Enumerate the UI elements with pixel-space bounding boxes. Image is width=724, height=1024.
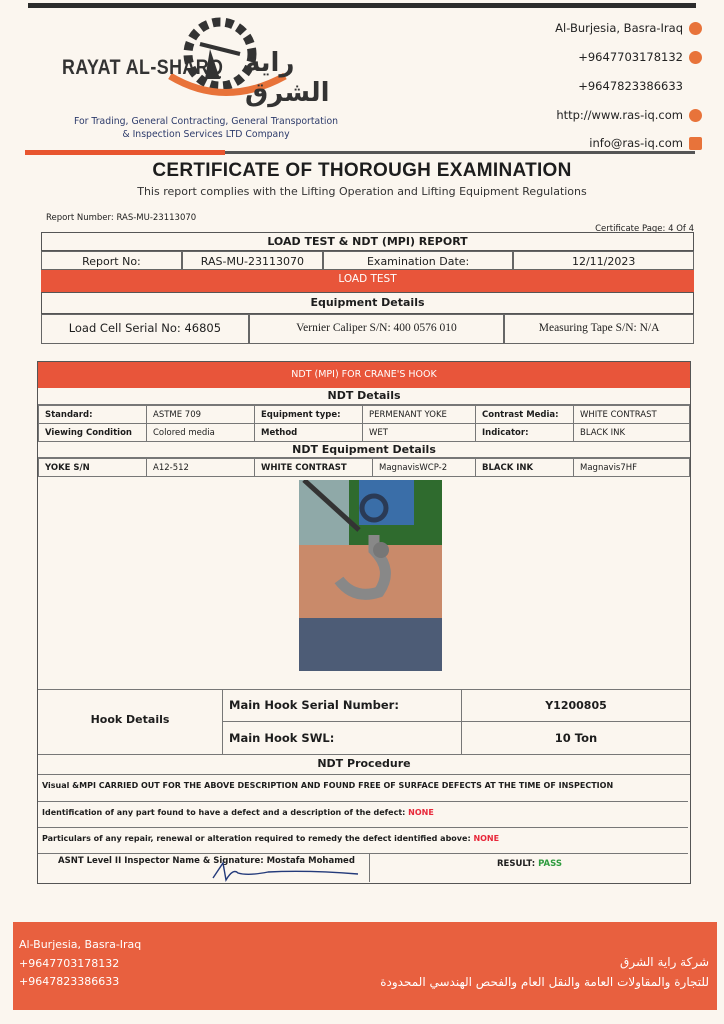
ndt-procedure-heading: NDT Procedure: [38, 754, 690, 775]
hook-serial-label: Main Hook Serial Number:: [223, 690, 462, 722]
top-border: [28, 3, 696, 8]
company-logo: [60, 14, 360, 114]
defect-identification-value: NONE: [408, 808, 434, 817]
phone1-text: +9647703178132: [578, 50, 683, 64]
signature-divider: [369, 854, 370, 882]
phone2-text: +9647823386633: [578, 79, 683, 93]
result-label: RESULT:: [497, 859, 536, 869]
company-desc-line2: & Inspection Services LTD Company: [122, 129, 290, 140]
footer-address: Al-Burjesia, Basra-Iraq: [19, 938, 142, 951]
hook-details-block: [38, 689, 690, 755]
ndt-details-table: [38, 405, 690, 442]
repair-particulars-value: NONE: [473, 834, 500, 843]
equipment-type-value: PERMENANT YOKE: [363, 406, 476, 424]
ndt-details-heading: NDT Details: [38, 388, 690, 405]
hook-serial-value: Y1200805: [462, 690, 690, 722]
indicator-label: Indicator:: [476, 424, 574, 442]
ndt-equipment-heading: NDT Equipment Details: [38, 442, 690, 458]
load-cell-serial: Load Cell Serial No: 46805: [41, 314, 249, 344]
measuring-tape-serial: Measuring Tape S/N: N/A: [504, 314, 694, 344]
load-test-bar: LOAD TEST: [41, 270, 694, 292]
viewing-condition-label: Viewing Condition: [39, 424, 147, 442]
signature-icon: [208, 858, 368, 884]
footer-phone2: +9647823386633: [19, 975, 120, 988]
hook-swl-label: Main Hook SWL:: [223, 722, 462, 754]
white-contrast-value: MagnavisWCP-2: [373, 459, 476, 477]
report-no-label: Report No:: [41, 251, 182, 270]
method-value: WET: [363, 424, 476, 442]
method-label: Method: [255, 424, 363, 442]
vernier-caliper-serial: Vernier Caliper S/N: 400 0576 010: [249, 314, 504, 344]
equipment-details-row: [41, 314, 694, 344]
table-row: [39, 459, 690, 477]
footer-arabic-line1: شركة راية الشرق: [620, 955, 709, 969]
website-link[interactable]: http://www.ras-iq.com: [556, 108, 683, 122]
equipment-type-label: Equipment type:: [255, 406, 363, 424]
logo-text-ar: راية الشرق: [245, 48, 330, 108]
contact-address: [555, 21, 702, 35]
result-value: PASS: [538, 859, 562, 869]
equipment-details-heading: Equipment Details: [41, 292, 694, 314]
footer-phone1: +9647703178132: [19, 956, 120, 970]
mail-icon: [689, 137, 702, 150]
procedure-line2: [38, 802, 688, 828]
email-link[interactable]: info@ras-iq.com: [589, 136, 683, 150]
hook-details-label: Hook Details: [38, 690, 223, 754]
procedure-line1: Visual &MPI CARRIED OUT FOR THE ABOVE DESCRIPTION AND FOUND FREE OF SURFACE DEFECTS AT THE TIME OF INSPECTION: [38, 775, 688, 802]
certificate-page: Certificate Page: 4 Of 4: [595, 224, 694, 234]
ndt-bar: NDT (MPI) FOR CRANE'S HOOK: [38, 362, 690, 388]
result: [497, 859, 562, 869]
company-description: [50, 115, 362, 141]
globe-icon: [689, 109, 702, 122]
table-row: [39, 406, 690, 424]
contact-website[interactable]: [556, 108, 702, 122]
black-ink-value: Magnavis7HF: [574, 459, 690, 477]
contact-phone2: [578, 79, 683, 93]
footer: [13, 922, 717, 1010]
defect-identification-label: Identification of any part found to have a defect and a description of the defect:: [42, 808, 406, 817]
viewing-condition-value: Colored media: [147, 424, 255, 442]
header-divider-accent: [25, 150, 225, 155]
black-ink-label: BLACK INK: [476, 459, 574, 477]
ndt-section: [37, 361, 691, 884]
load-test-heading: LOAD TEST & NDT (MPI) REPORT: [41, 232, 694, 251]
footer-contact: [19, 936, 141, 992]
phone-icon: [689, 51, 702, 64]
contact-email[interactable]: [589, 136, 702, 150]
white-contrast-label: WHITE CONTRAST: [255, 459, 373, 477]
page-title: CERTIFICATE OF THOROUGH EXAMINATION: [152, 160, 572, 181]
report-no-value: RAS-MU-23113070: [182, 251, 323, 270]
report-number-line: Report Number: RAS-MU-23113070: [46, 213, 197, 223]
load-test-section: [41, 232, 694, 344]
report-info-row: [41, 251, 694, 270]
contrast-media-label: Contrast Media:: [476, 406, 574, 424]
address-text: Al-Burjesia, Basra-Iraq: [555, 21, 683, 35]
table-row: [39, 424, 690, 442]
yoke-label: YOKE S/N: [39, 459, 147, 477]
footer-arabic: [380, 952, 709, 992]
header-divider: [225, 151, 695, 154]
standard-value: ASTME 709: [147, 406, 255, 424]
page-subtitle: This report complies with the Lifting Operation and Lifting Equipment Regulations: [137, 185, 587, 198]
contrast-media-value: WHITE CONTRAST: [574, 406, 690, 424]
repair-particulars-label: Particulars of any repair, renewal or alteration required to remedy the defect identified above:: [42, 834, 471, 843]
procedure-line3: [38, 828, 688, 854]
exam-date-value: 12/11/2023: [513, 251, 694, 270]
inspector-name: ASNT Level II Inspector Name & Signature: Mostafa Mohamed: [58, 856, 355, 866]
company-desc-line1: For Trading, General Contracting, General Transportation: [73, 116, 339, 127]
standard-label: Standard:: [39, 406, 147, 424]
location-icon: [689, 22, 702, 35]
logo-text-en: RAYAT AL-SHARQ: [62, 56, 224, 79]
indicator-value: BLACK INK: [574, 424, 690, 442]
yoke-value: A12-512: [147, 459, 255, 477]
hook-photo: [299, 480, 442, 671]
exam-date-label: Examination Date:: [323, 251, 514, 270]
footer-arabic-line2: للتجارة والمقاولات العامة والنقل العام والفحص الهندسي المحدودة: [380, 975, 709, 989]
hook-swl-value: 10 Ton: [554, 731, 598, 745]
ndt-equipment-table: [38, 458, 690, 477]
contact-phone1: [578, 50, 702, 64]
